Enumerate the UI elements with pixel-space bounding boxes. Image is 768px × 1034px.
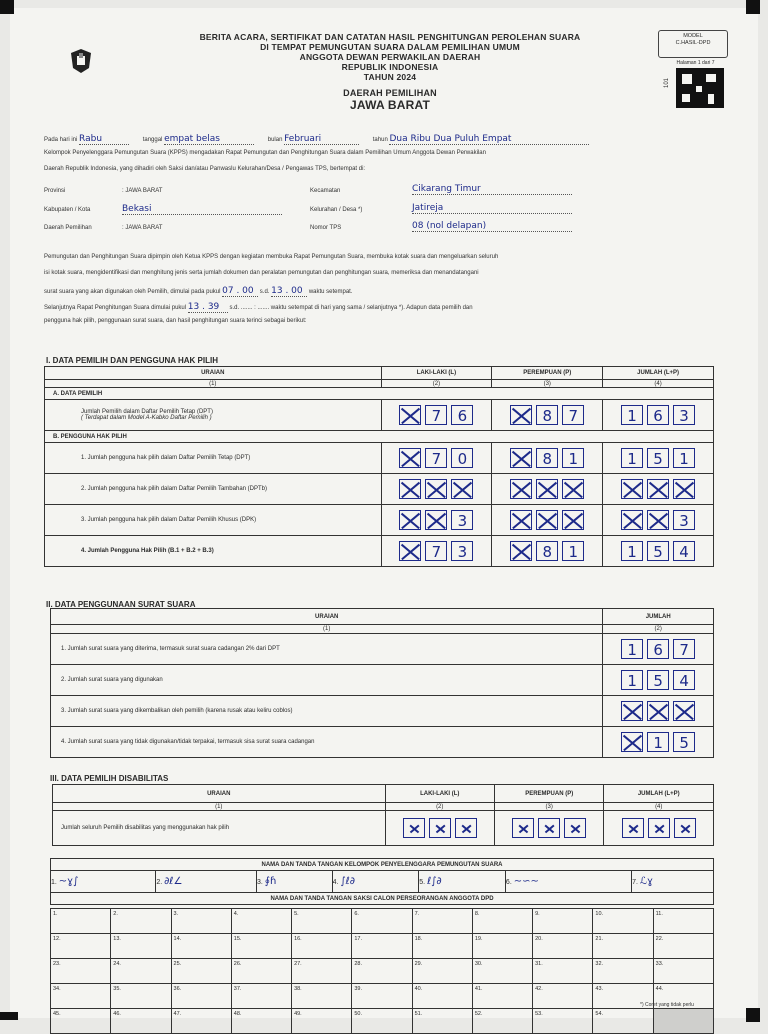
crossed-digit-box[interactable] (536, 510, 558, 530)
digit-box[interactable]: 4 (673, 670, 695, 690)
title-line: REPUBLIK INDONESIA (341, 62, 439, 72)
digit-box[interactable]: 6 (647, 639, 669, 659)
slot-number: 4. (332, 879, 339, 886)
witness-signature-grid (50, 908, 714, 1034)
witness-signature-slot[interactable]: 32. (593, 959, 653, 984)
witness-signature-slot[interactable]: 5. (292, 909, 352, 934)
total-count[interactable] (603, 443, 714, 474)
witness-signature-slot[interactable]: 30. (472, 959, 532, 984)
row-label: 2. Jumlah surat suara yang digunakan (51, 665, 603, 696)
qr-number: 101 (664, 77, 671, 89)
witness-signature-slot[interactable]: 49. (292, 1009, 352, 1034)
crossed-digit-box[interactable] (510, 541, 532, 561)
column-header: LAKI-LAKI (L) (381, 367, 492, 380)
signature-grid-row (51, 959, 714, 984)
intro-sentence: Daerah Republik Indonesia, yang dihadiri oleh Saksi dan/atau Panwaslu Kelurahan/Desa / Pengawas TPS, bertempat di: (44, 166, 366, 172)
digit-box[interactable]: 8 (536, 448, 558, 468)
digit-box[interactable]: 1 (621, 448, 643, 468)
kpps-signature-table (50, 858, 714, 905)
crossed-digit-box[interactable] (622, 818, 644, 838)
column-index: (4) (603, 380, 714, 388)
slot-number: 2. (156, 879, 163, 886)
title-line: BERITA ACARA, SERTIFIKAT DAN CATATAN HASIL PENGHITUNGAN PEROLEHAN SUARA (199, 32, 581, 42)
digit-box[interactable]: 7 (425, 448, 447, 468)
group-label: B. PENGGUNA HAK PILIH (45, 431, 714, 443)
female-count[interactable] (492, 536, 603, 567)
digit-box[interactable]: 3 (451, 510, 473, 530)
paragraph-text: waktu setempat. (308, 289, 353, 295)
total-count[interactable] (604, 811, 714, 846)
witness-signature-slot[interactable]: 29. (412, 959, 472, 984)
digit-box[interactable]: 1 (621, 405, 643, 425)
date-label: tanggal (142, 137, 163, 143)
crossed-digit-box[interactable] (425, 510, 447, 530)
column-index: (2) (385, 803, 494, 811)
witness-signature-slot[interactable]: 35. (111, 984, 171, 1009)
slot-number: 6. (505, 879, 512, 886)
slot-number: 5. (419, 879, 426, 886)
title-line: TAHUN 2024 (363, 72, 417, 82)
registration-mark (746, 0, 760, 14)
signature-scribble: ~ɣ∫ (58, 876, 79, 887)
total-count[interactable] (603, 505, 714, 536)
crossed-digit-box[interactable] (512, 818, 534, 838)
witness-signature-slot[interactable]: 51. (412, 1009, 472, 1034)
ballot-usage-table (50, 608, 714, 758)
row-label: 3. Jumlah surat suara yang dikembalikan oleh pemilih (karena rusak atau keliru coblos) (51, 696, 603, 727)
witness-signature-slot[interactable] (653, 1009, 713, 1034)
crossed-digit-box[interactable] (621, 732, 643, 752)
signature-grid-row (51, 1009, 714, 1034)
dapil-label: Daerah Pemilihan (44, 225, 92, 231)
crossed-digit-box[interactable] (510, 510, 532, 530)
crossed-digit-box[interactable] (621, 510, 643, 530)
slot-number: 7. (632, 879, 638, 886)
crossed-digit-box[interactable] (621, 479, 643, 499)
female-count[interactable] (492, 474, 603, 505)
crossed-digit-box[interactable] (455, 818, 477, 838)
digit-box[interactable]: 7 (425, 405, 447, 425)
witness-signature-slot[interactable]: 1. (51, 909, 111, 934)
paragraph-text: surat suara yang akan digunakan oleh Pemilih, dimulai pada pukul (44, 289, 221, 295)
digit-box[interactable]: 4 (673, 541, 695, 561)
signature-row (51, 871, 714, 893)
digit-box[interactable]: 0 (451, 448, 473, 468)
slot-number: 3. (256, 879, 263, 886)
dapil-value: : JAWA BARAT (122, 225, 163, 231)
witness-signature-slot[interactable]: 43. (593, 984, 653, 1009)
digit-box[interactable]: 5 (647, 541, 669, 561)
witness-signature-slot[interactable]: 40. (412, 984, 472, 1009)
row-label: 4. Jumlah surat suara yang tidak digunakan/tidak terpakai, termasuk sisa surat suara cadangan (51, 727, 603, 758)
digit-box[interactable]: 8 (536, 541, 558, 561)
month-value: Februari (284, 134, 359, 145)
paragraph-line (44, 302, 473, 313)
witness-signature-slot[interactable]: 15. (231, 934, 291, 959)
digit-box[interactable]: 1 (621, 670, 643, 690)
witness-signature-slot[interactable]: 42. (533, 984, 593, 1009)
kelurahan-label: Kelurahan / Desa *) (310, 207, 363, 213)
witness-signature-slot[interactable]: 38. (292, 984, 352, 1009)
crossed-digit-box[interactable] (403, 818, 425, 838)
witness-signature-slot[interactable]: 25. (171, 959, 231, 984)
signature-scribble: ℒɣ (639, 876, 654, 887)
crossed-digit-box[interactable] (621, 701, 643, 721)
crossed-digit-box[interactable] (673, 701, 695, 721)
witness-signature-slot[interactable]: 10. (593, 909, 653, 934)
digit-box[interactable]: 3 (451, 541, 473, 561)
section-title: I. DATA PEMILIH DAN PENGGUNA HAK PILIH (46, 356, 218, 365)
model-label: MODEL (683, 33, 703, 39)
intro-sentence: Kelompok Penyelenggara Pemungutan Suara (KPPS) mengadakan Rapat Pemungutan dan Penghitungan Suara dalam Pemilihan Umum Anggota Dewan Perwakilan (44, 150, 486, 156)
section-title: III. DATA PEMILIH DISABILITAS (50, 774, 169, 783)
male-count[interactable] (381, 536, 492, 567)
column-header: PEREMPUAN (P) (494, 785, 603, 803)
column-header: PEREMPUAN (P) (492, 367, 603, 380)
witness-signature-slot[interactable]: 3. (171, 909, 231, 934)
paragraph-text: s.d. (259, 289, 270, 295)
column-index: (3) (494, 803, 603, 811)
digit-box[interactable]: 1 (673, 448, 695, 468)
signature-grid-row (51, 984, 714, 1009)
total-count[interactable] (603, 400, 714, 431)
ballot-count[interactable] (603, 696, 714, 727)
crossed-digit-box[interactable] (562, 479, 584, 499)
paragraph-line: pengguna hak pilih, penggunaan surat suara, dan hasil penghitungan suara terinci sebagai berikut: (44, 318, 307, 324)
day-label: Pada hari ini (44, 137, 78, 143)
witness-signature-slot[interactable]: 34. (51, 984, 111, 1009)
digit-box[interactable]: 1 (647, 732, 669, 752)
crossed-digit-box[interactable] (429, 818, 451, 838)
region-value: JAWA BARAT (350, 98, 430, 112)
dpt-note: ( Terdapat dalam Model A-Kabko Daftar Pemilih ) (81, 415, 212, 421)
paragraph-text: Selanjutnya Rapat Penghitungan Suara dimulai pukul (44, 305, 187, 311)
signature-slot[interactable] (156, 871, 257, 893)
signature-slot[interactable] (632, 871, 714, 893)
crossed-digit-box[interactable] (399, 405, 421, 425)
digit-box[interactable]: 5 (647, 670, 669, 690)
section-title: II. DATA PENGGUNAAN SURAT SUARA (46, 600, 196, 609)
crossed-digit-box[interactable] (536, 479, 558, 499)
witness-signature-slot[interactable]: 22. (653, 934, 713, 959)
crossed-digit-box[interactable] (673, 479, 695, 499)
form-page (10, 8, 758, 1018)
witness-signature-slot[interactable]: 47. (171, 1009, 231, 1034)
male-count[interactable] (385, 811, 494, 846)
signature-scribble: ∂ℓ∠ (164, 876, 183, 887)
crossed-digit-box[interactable] (510, 405, 532, 425)
paragraph-line: Pemungutan dan Penghitungan Suara dipimpin oleh Ketua KPPS dengan kegiatan membuka Rapat Pemungutan Suara, membuka kotak suara dan mengeluarkan seluruh (44, 254, 499, 260)
witness-signature-slot[interactable]: 24. (111, 959, 171, 984)
kabupaten-value: Bekasi (122, 204, 282, 215)
crossed-digit-box[interactable] (648, 818, 670, 838)
title-line: DI TEMPAT PEMUNGUTAN SUARA DALAM PEMILIHAN UMUM (260, 42, 520, 52)
row-label: 4. Jumlah Pengguna Hak Pilih (B.1 + B.2 + B.3) (45, 536, 382, 567)
witness-signature-slot[interactable]: 9. (533, 909, 593, 934)
qr-code-icon (676, 68, 724, 108)
witness-signature-slot[interactable]: 13. (111, 934, 171, 959)
digit-box[interactable]: 7 (562, 405, 584, 425)
witness-signature-slot[interactable]: 41. (472, 984, 532, 1009)
witness-signature-slot[interactable]: 31. (533, 959, 593, 984)
voter-data-table (44, 366, 714, 567)
witness-signature-slot[interactable]: 39. (352, 984, 412, 1009)
ballot-count[interactable] (603, 634, 714, 665)
table-row (45, 505, 714, 536)
crossed-digit-box[interactable] (674, 818, 696, 838)
table-row (51, 727, 714, 758)
witness-signature-slot[interactable]: 20. (533, 934, 593, 959)
signature-slot[interactable] (256, 871, 332, 893)
male-count[interactable] (381, 443, 492, 474)
column-index: (3) (492, 380, 603, 388)
tps-value: 08 (nol delapan) (412, 221, 572, 232)
signature-grid-row (51, 934, 714, 959)
witness-signature-slot[interactable]: 17. (352, 934, 412, 959)
crossed-digit-box[interactable] (451, 479, 473, 499)
model-code: C.HASIL-DPD (675, 40, 711, 46)
male-count[interactable] (381, 400, 492, 431)
ballot-count[interactable] (603, 665, 714, 696)
digit-box[interactable]: 8 (536, 405, 558, 425)
total-count[interactable] (603, 474, 714, 505)
witness-signature-slot[interactable]: 7. (412, 909, 472, 934)
year-value: Dua Ribu Dua Puluh Empat (389, 134, 589, 145)
group-label: A. DATA PEMILIH (45, 388, 714, 400)
column-header: URAIAN (45, 367, 382, 380)
digit-box[interactable]: 6 (451, 405, 473, 425)
digit-box[interactable]: 7 (673, 639, 695, 659)
digit-box[interactable]: 3 (673, 405, 695, 425)
witness-signature-slot[interactable]: 2. (111, 909, 171, 934)
row-label (45, 400, 382, 431)
witness-signature-slot[interactable]: 26. (231, 959, 291, 984)
digit-box[interactable]: 6 (647, 405, 669, 425)
crossed-digit-box[interactable] (564, 818, 586, 838)
table-row (53, 811, 714, 846)
witness-signature-slot[interactable]: 45. (51, 1009, 111, 1034)
digit-box[interactable]: 5 (647, 448, 669, 468)
crossed-digit-box[interactable] (647, 479, 669, 499)
crossed-digit-box[interactable] (399, 448, 421, 468)
witness-signature-slot[interactable]: 52. (472, 1009, 532, 1034)
document-header (160, 32, 620, 110)
page-number: Halaman 1 dari 7 (676, 60, 715, 66)
table-row (45, 536, 714, 567)
digit-box[interactable]: 1 (621, 639, 643, 659)
total-count[interactable] (603, 536, 714, 567)
witness-signature-slot[interactable]: 28. (352, 959, 412, 984)
paragraph-text: s.d. ....... : ....... waktu setempat di hari yang sama / selanjutnya *). Adapun data pemilih dan (229, 305, 473, 311)
column-index: (1) (53, 803, 386, 811)
witness-signature-slot[interactable]: 36. (171, 984, 231, 1009)
crossed-digit-box[interactable] (510, 479, 532, 499)
digit-box[interactable]: 5 (673, 732, 695, 752)
row-label: 3. Jumlah pengguna hak pilih dalam Daftar Pemilih Khusus (DPK) (45, 505, 382, 536)
witness-signature-slot[interactable]: 6. (352, 909, 412, 934)
column-header: JUMLAH (L+P) (604, 785, 714, 803)
witness-signature-slot[interactable]: 8. (472, 909, 532, 934)
crossed-digit-box[interactable] (399, 510, 421, 530)
female-count[interactable] (492, 443, 603, 474)
kecamatan-label: Kecamatan (310, 188, 341, 194)
provinsi-label: Provinsi (44, 188, 66, 194)
table-row (51, 665, 714, 696)
column-index: (4) (604, 803, 714, 811)
table-row (45, 443, 714, 474)
signature-scribble: ℓ∫∂ (427, 876, 442, 887)
model-box (658, 30, 728, 58)
end-time: 13 . 00 (271, 286, 307, 297)
paragraph-line: isi kotak suara, mengidentifikasi dan menghitung jenis serta jumlah dokumen dan peralatan pemungutan dan penghitungan suara, memeriksa dan menandatangani (44, 270, 479, 276)
witness-signature-slot[interactable]: 18. (412, 934, 472, 959)
female-count[interactable] (492, 400, 603, 431)
kpu-logo-icon (70, 48, 92, 74)
signature-scribble: ∫ℓ∂ (340, 876, 355, 887)
digit-box[interactable]: 1 (621, 541, 643, 561)
male-count[interactable] (381, 474, 492, 505)
witness-signature-slot[interactable]: 53. (533, 1009, 593, 1034)
witness-signature-slot[interactable]: 16. (292, 934, 352, 959)
intro-line (44, 134, 589, 145)
witness-signature-slot[interactable]: 19. (472, 934, 532, 959)
signature-title: NAMA DAN TANDA TANGAN KELOMPOK PENYELENGGARA PEMUNGUTAN SUARA (51, 859, 714, 871)
witness-signature-slot[interactable]: 37. (231, 984, 291, 1009)
column-header: URAIAN (51, 609, 603, 625)
signature-title: NAMA DAN TANDA TANGAN SAKSI CALON PERSEORANGAN ANGGOTA DPD (51, 893, 714, 905)
crossed-digit-box[interactable] (562, 510, 584, 530)
signature-scribble: ∮ɦ (264, 876, 277, 887)
witness-signature-slot[interactable]: 12. (51, 934, 111, 959)
kelurahan-value: Jatireja (412, 203, 572, 214)
table-row (45, 474, 714, 505)
title-line: ANGGOTA DEWAN PERWAKILAN DAERAH (299, 52, 481, 62)
signature-slot[interactable] (419, 871, 506, 893)
column-index: (2) (381, 380, 492, 388)
witness-signature-slot[interactable]: 44. (653, 984, 713, 1009)
signature-slot[interactable] (51, 871, 156, 893)
female-count[interactable] (494, 811, 603, 846)
signature-slot[interactable] (505, 871, 631, 893)
column-index: (1) (45, 380, 382, 388)
table-row (51, 696, 714, 727)
crossed-digit-box[interactable] (399, 479, 421, 499)
crossed-digit-box[interactable] (538, 818, 560, 838)
count-start-time: 13 . 39 (188, 302, 228, 313)
witness-signature-slot[interactable]: 54. (593, 1009, 653, 1034)
kecamatan-value: Cikarang Timur (412, 184, 572, 195)
start-time: 07 . 00 (222, 286, 258, 297)
registration-mark (0, 0, 14, 14)
dpt-label: Jumlah Pemilih dalam Daftar Pemilih Tetap (DPT) (81, 409, 213, 415)
crossed-digit-box[interactable] (399, 541, 421, 561)
registration-mark (746, 1008, 760, 1022)
male-count[interactable] (381, 505, 492, 536)
year-label: tahun (372, 137, 388, 143)
witness-signature-slot[interactable]: 46. (111, 1009, 171, 1034)
witness-signature-slot[interactable]: 27. (292, 959, 352, 984)
table-row (51, 634, 714, 665)
crossed-digit-box[interactable] (647, 510, 669, 530)
date-value: empat belas (164, 134, 254, 145)
footnote: *) Coret yang tidak perlu (640, 1002, 694, 1008)
column-index: (1) (51, 625, 603, 634)
column-header: JUMLAH (603, 609, 714, 625)
witness-signature-slot[interactable]: 11. (653, 909, 713, 934)
column-header: URAIAN (53, 785, 386, 803)
row-label: 2. Jumlah pengguna hak pilih dalam Daftar Pemilih Tambahan (DPTb) (45, 474, 382, 505)
digit-box[interactable]: 3 (673, 510, 695, 530)
witness-signature-slot[interactable]: 21. (593, 934, 653, 959)
witness-signature-slot[interactable]: 33. (653, 959, 713, 984)
witness-signature-slot[interactable]: 48. (231, 1009, 291, 1034)
crossed-digit-box[interactable] (425, 479, 447, 499)
column-header: LAKI-LAKI (L) (385, 785, 494, 803)
month-label: bulan (267, 137, 283, 143)
kabupaten-label: Kabupaten / Kota (44, 207, 91, 213)
registration-mark (0, 1012, 18, 1020)
region-label: DAERAH PEMILIHAN (343, 88, 437, 98)
signature-scribble: ∼∽∼ (513, 876, 539, 887)
signature-grid-row (51, 909, 714, 934)
slot-number: 1. (51, 879, 57, 886)
digit-box[interactable]: 7 (425, 541, 447, 561)
paragraph-line (44, 286, 353, 297)
witness-signature-slot[interactable]: 23. (51, 959, 111, 984)
witness-signature-slot[interactable]: 4. (231, 909, 291, 934)
digit-box[interactable]: 1 (562, 541, 584, 561)
ballot-count[interactable] (603, 727, 714, 758)
witness-signature-slot[interactable]: 14. (171, 934, 231, 959)
signature-slot[interactable] (332, 871, 419, 893)
disability-table (52, 784, 714, 846)
female-count[interactable] (492, 505, 603, 536)
day-value: Rabu (79, 134, 129, 145)
digit-box[interactable]: 1 (562, 448, 584, 468)
row-label: Jumlah seluruh Pemilih disabilitas yang menggunakan hak pilih (53, 811, 386, 846)
witness-signature-slot[interactable]: 50. (352, 1009, 412, 1034)
row-label: 1. Jumlah pengguna hak pilih dalam Daftar Pemilih Tetap (DPT) (45, 443, 382, 474)
crossed-digit-box[interactable] (647, 701, 669, 721)
provinsi-value: : JAWA BARAT (122, 188, 163, 194)
row-label: 1. Jumlah surat suara yang diterima, termasuk surat suara cadangan 2% dari DPT (51, 634, 603, 665)
column-index: (2) (603, 625, 714, 634)
crossed-digit-box[interactable] (510, 448, 532, 468)
tps-label: Nomor TPS (310, 225, 342, 231)
column-header: JUMLAH (L+P) (603, 367, 714, 380)
table-row (45, 400, 714, 431)
